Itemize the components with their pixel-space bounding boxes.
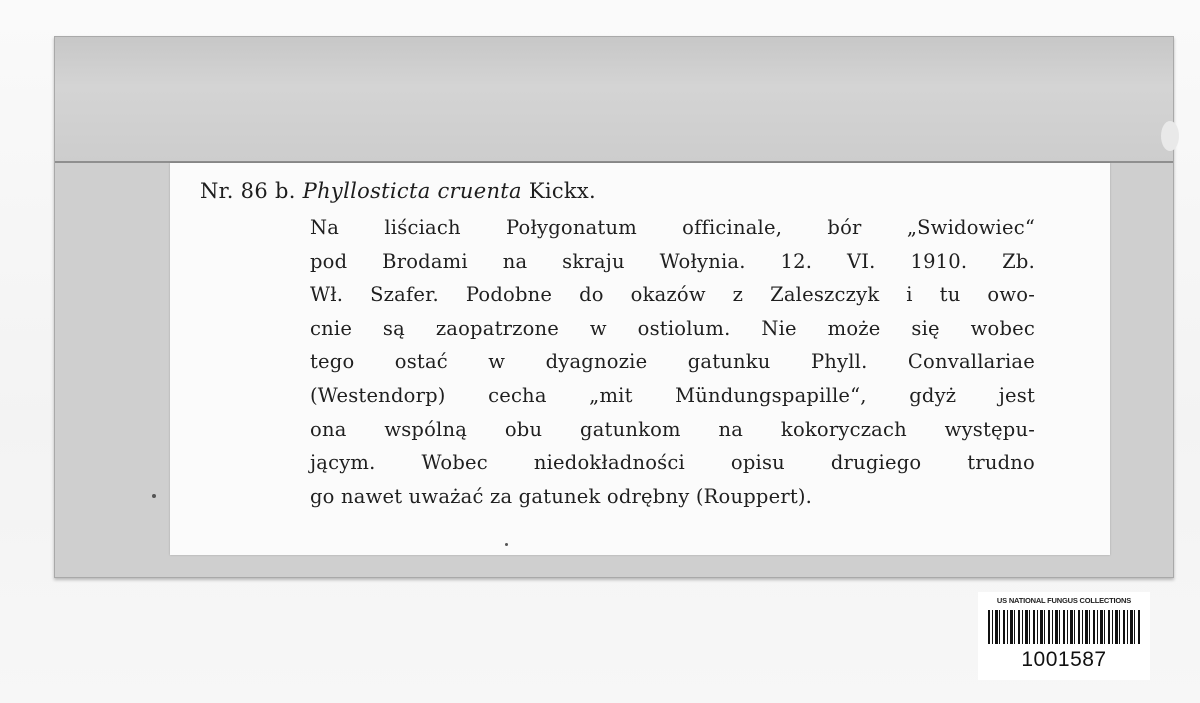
species-author: Kickx. <box>528 179 597 203</box>
description-line: jącym. Wobec niedokładności opisu drugiego trudno <box>310 451 1035 475</box>
specimen-number: Nr. 86 b. <box>200 179 296 203</box>
paper-speck <box>505 543 508 546</box>
specimen-label <box>170 163 1110 555</box>
description-line: go nawet uważać za gatunek odrębny (Rouppert). <box>310 484 813 508</box>
paper-speck <box>152 494 156 498</box>
description-line: Na liściach Połygonatum officinale, bór „Swidowiec“ <box>310 216 1035 239</box>
label-heading <box>200 179 596 203</box>
barcode-title: US NATIONAL FUNGUS COLLECTIONS <box>996 596 1132 605</box>
description-line: cnie są zaopatrzone w ostiolum. Nie może się wobec <box>310 316 1035 340</box>
species-name: Phyllosticta cruenta <box>302 179 522 203</box>
barcode-label <box>978 592 1150 680</box>
description-line: tego ostać w dyagnozie gatunku Phyll. Convallariae <box>310 350 1035 374</box>
envelope-fold <box>1161 121 1179 151</box>
label-description <box>310 211 1035 513</box>
description-line: (Westendorp) cecha „mit Mündungspapille“, gdyż jest <box>310 383 1035 407</box>
description-line: Wł. Szafer. Podobne do okazów z Zaleszczyk i tu owo- <box>310 283 1035 307</box>
envelope-flap <box>55 37 1173 163</box>
barcode-icon <box>988 610 1140 644</box>
description-line: ona wspólną obu gatunkom na kokoryczach występu- <box>310 417 1035 441</box>
barcode-number: 1001587 <box>1021 648 1107 671</box>
description-line: pod Brodami na skraju Wołynia. 12. VI. 1910. Zb. <box>310 249 1035 273</box>
